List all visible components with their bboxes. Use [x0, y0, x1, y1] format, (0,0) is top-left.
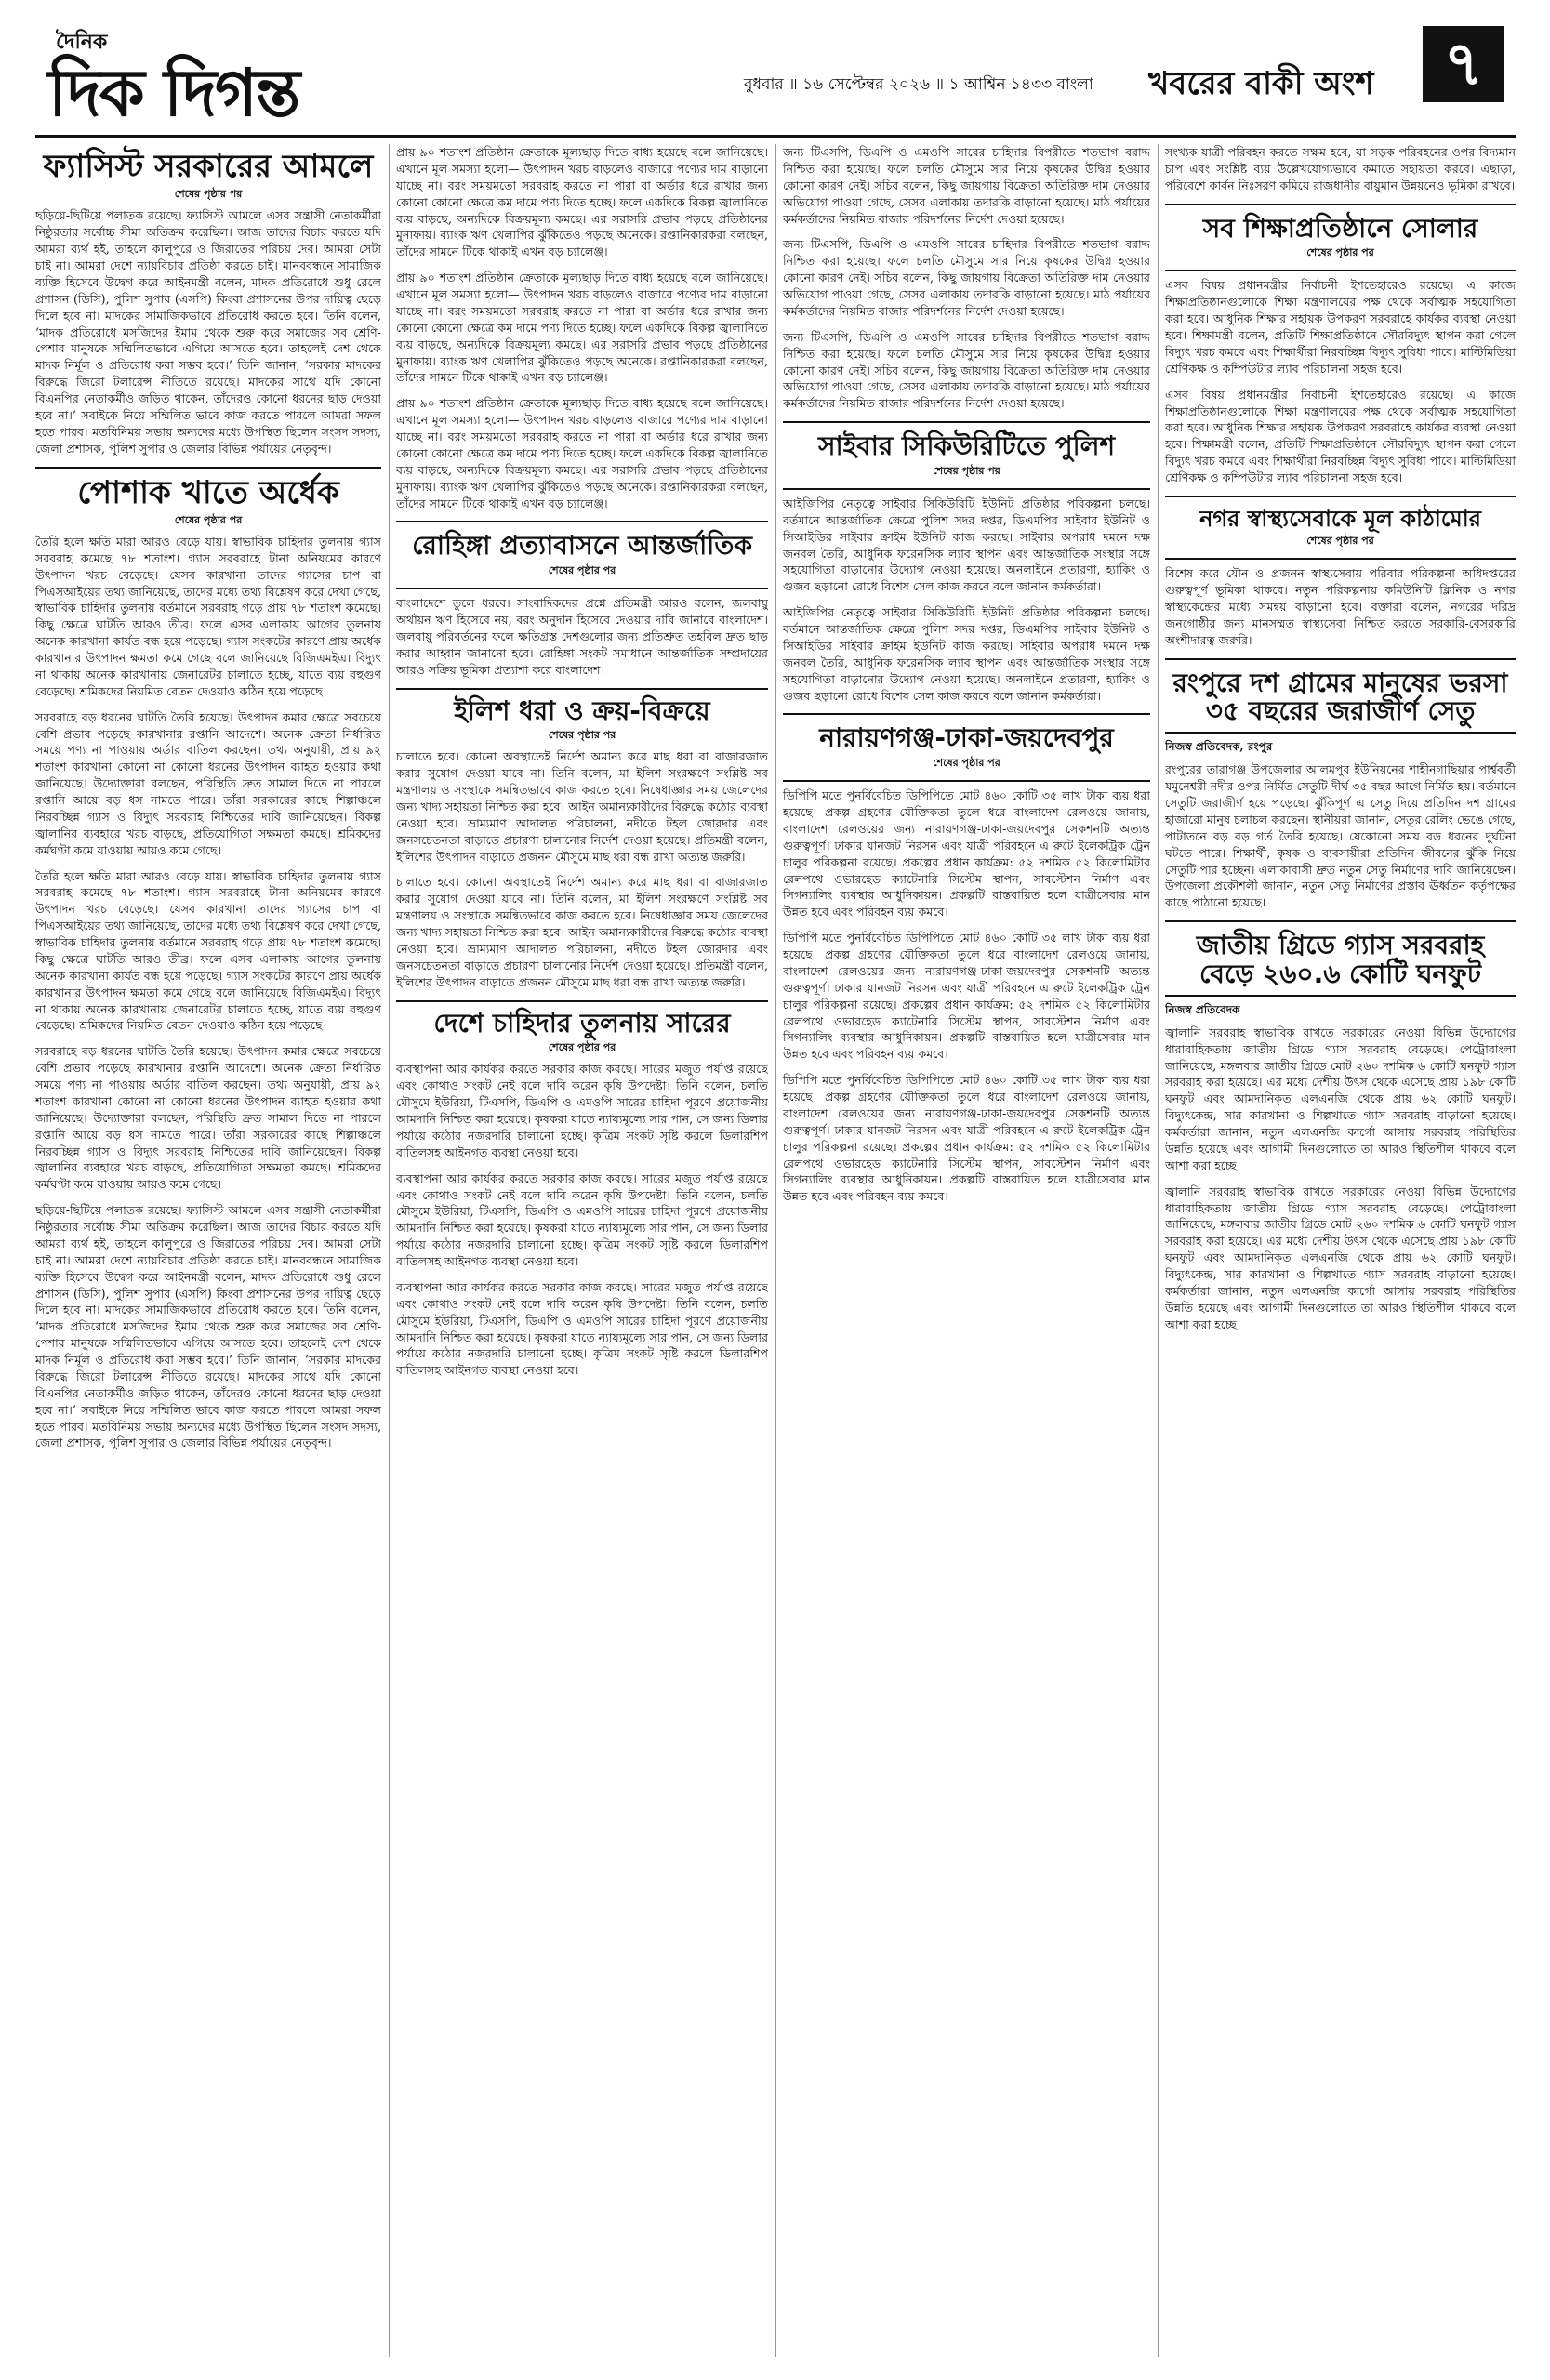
- continuation-note: শেষের পৃষ্ঠার পর: [548, 729, 616, 742]
- article-body: প্রায় ৯০ শতাংশ প্রতিষ্ঠান ক্রেতাকে মূল্যছাড় দিতে বাধ্য হয়েছে বলে জানিয়েছে। এখানে মূল সমস্যা হলো— উৎপাদন খরচ বাড়লেও বাজারে পণ্যের দাম বাড়ানো যাচ্ছে না। বরং সময়মতো সরবরাহ করতে না পারা বা অর্ডার ধরে রাখার জন্য কোনো কোনো ক্ষেত্রে কম দামে পণ্য দিতে হচ্ছে। ফলে একদিকে বিকল্প জ্বালানিতে ব্যয় বাড়ছে, অন্যদিকে বিক্রয়মূল্য কমছে। এর সরাসরি প্রভাব পড়ছে প্রতিষ্ঠানের মুনাফায়। ব্যাংক ঋণ খেলাপির ঝুঁকিতেও পড়ছে অনেকে। রপ্তানিকারকরা বলছেন, তাঁদের সামনে টিকে থাকাই এখন বড় চ্যালেঞ্জ।: [396, 396, 768, 510]
- article-body: আইজিপির নেতৃত্বে সাইবার সিকিউরিটি ইউনিট প্রতিষ্ঠার পরিকল্পনা চলছে। বর্তমানে আন্তর্জাতিক ক্ষেত্রে পুলিশ সদর দপ্তর, ডিএমপির সাইবার ইউনিট ও সিআইডির সাইবার ক্রাইম ইউনিট কাজ করছে। সাইবার অপরাধ দমনে দক্ষ জনবল তৈরি, আধুনিক ফরেনসিক ল্যাব স্থাপন এবং আন্তর্জাতিক সংস্থার সঙ্গে সহযোগিতা বাড়ানোর উদ্যোগ নেওয়া হয়েছে। অনলাইনে প্রতারণা, হ্যাকিং ও গুজব ছড়ানো রোধে বিশেষ সেল কাজ করবে বলে জানান কর্মকর্তারা।: [783, 496, 1150, 594]
- headline[interactable]: রোহিঙ্গা প্রত্যাবাসনে আন্তর্জাতিক: [412, 530, 752, 562]
- headline[interactable]: ইলিশ ধরা ও ক্রয়-বিক্রয়ে: [454, 694, 710, 726]
- column-2: [396, 144, 768, 2357]
- article-body: এসব বিষয় প্রধানমন্ত্রীর নির্বাচনী ইশতেহারেও রয়েছে। এ কাজে শিক্ষাপ্রতিষ্ঠানগুলোকে শিক্ষা মন্ত্রণালয়ের পক্ষ থেকে সর্বাত্মক সহযোগিতা করা হবে। আধুনিক শিক্ষার সহায়ক উপকরণ সরবরাহে কার্যকর ব্যবস্থা নেওয়া হবে। শিক্ষামন্ত্রী বলেন, প্রতিটি শিক্ষাপ্রতিষ্ঠানে সৌরবিদ্যুৎ স্থাপন করা গেলে বিদ্যুৎ খরচ কমবে এবং শিক্ষার্থীরা নিরবচ্ছিন্ন বিদ্যুৎ সুবিধা পাবে। মাল্টিমিডিয়া শ্রেণিকক্ষ ও কম্পিউটার ল্যাব পরিচালনা সহজ হবে।: [1165, 278, 1516, 376]
- article-body: জন্য টিএসপি, ডিএপি ও এমওপি সারের চাহিদার বিপরীতে শতভাগ বরাদ্দ নিশ্চিত করা হয়েছে। ফলে চলতি মৌসুমে সার নিয়ে কৃষকের উদ্বিগ্ন হওয়ার কোনো কারণ নেই। সচিব বলেন, কিছু জায়গায় বিক্রেতা অতিরিক্ত দাম নেওয়ার অভিযোগ পাওয়া গেছে, সেসব এলাকায় তদারকি বাড়ানো হয়েছে। মাঠ পর্যায়ের কর্মকর্তাদের নিয়মিত বাজার পরিদর্শনের নির্দেশ দেওয়া হয়েছে।: [783, 237, 1150, 318]
- logo-name: দিক দিগন্ত: [48, 55, 299, 131]
- column-4: [1165, 144, 1516, 2357]
- continuation-note: শেষের পৃষ্ঠার পর: [933, 757, 1000, 770]
- story-divider: [396, 1000, 768, 1002]
- article-body: সরবরাহে বড় ধরনের ঘাটতি তৈরি হয়েছে। উৎপাদন কমার ক্ষেত্রে সবচেয়ে বেশি প্রভাব পড়েছে কারখানার রপ্তানি আদেশে। অনেক ক্রেতা নির্ধারিত সময়ে পণ্য না পাওয়ায় অর্ডার বাতিল করছেন। তথ্য অনুযায়ী, প্রায় ৯২ শতাংশ কারখানা কোনো না কোনো ধরনের উৎপাদন ব্যাহত হওয়ার কথা জানিয়েছে। উদ্যোক্তারা বলছেন, পরিস্থিতি দ্রুত সামাল দিতে না পারলে রপ্তানি আয়ে বড় ধস নামতে পারে। তাঁরা সরকারের কাছে শিল্পাঞ্চলে নিরবচ্ছিন্ন গ্যাস ও বিদ্যুৎ সরবরাহ নিশ্চিতের দাবি জানিয়েছেন। বিকল্প জ্বালানির ব্যবহারে খরচ বাড়ছে, প্রতিযোগিতা সক্ষমতা কমছে। শ্রমিকদের কর্মঘণ্টা কমে যাওয়ায় আয়ও কমে গেছে।: [35, 1044, 381, 1192]
- continuation-note: শেষের পৃষ্ঠার পর: [174, 513, 243, 526]
- article-body: চালাতে হবে। কোনো অবস্থাতেই নির্দেশ অমান্য করে মাছ ধরা বা বাজারজাত করার সুযোগ দেওয়া যাবে না। তিনি বলেন, মা ইলিশ সংরক্ষণে সংশ্লিষ্ট সব মন্ত্রণালয় ও সংস্থাকে সমন্বিতভাবে কাজ করতে হবে। নিষেধাজ্ঞার সময় জেলেদের জন্য খাদ্য সহায়তা নিশ্চিত করা হবে। আইন অমান্যকারীদের বিরুদ্ধে কঠোর ব্যবস্থা নেওয়া হবে। ভ্রাম্যমাণ আদালত পরিচালনা, নদীতে টহল জোরদার এবং জনসচেতনতা বাড়াতে প্রচারণা চালানোর নির্দেশ দেওয়া হয়েছে। প্রতিমন্ত্রী বলেন, ইলিশের উৎপাদন বাড়াতে প্রজনন মৌসুমে মাছ ধরা বন্ধ রাখা অত্যন্ত জরুরি।: [396, 875, 768, 989]
- article-body: জ্বালানি সরবরাহ স্বাভাবিক রাখতে সরকারের নেওয়া বিভিন্ন উদ্যোগের ধারাবাহিকতায় জাতীয় গ্রিডে গ্যাস সরবরাহ বেড়েছে। পেট্রোবাংলা জানিয়েছে, মঙ্গলবার জাতীয় গ্রিডে মোট ২৬০ দশমিক ৬ কোটি ঘনফুট গ্যাস সরবরাহ করা হয়েছে। এর মধ্যে দেশীয় উৎস থেকে এসেছে প্রায় ১৯৮ কোটি ঘনফুট এবং আমদানিকৃত এলএনজি থেকে প্রায় ৬২ কোটি ঘনফুট। বিদ্যুৎকেন্দ্র, সার কারখানা ও শিল্পখাতে গ্যাস সরবরাহ বাড়ানো হয়েছে। কর্মকর্তারা জানান, নতুন এলএনজি কার্গো আসায় সরবরাহ পরিস্থিতির উন্নতি হয়েছে এবং আগামী দিনগুলোতে তা আরও স্থিতিশীল থাকবে বলে আশা করা হচ্ছে।: [1165, 1025, 1516, 1172]
- column-divider: [389, 144, 390, 2357]
- page-number: ৭: [1423, 26, 1504, 102]
- headline[interactable]: নারায়ণগঞ্জ-ঢাকা-জয়দেবপুর: [819, 722, 1114, 754]
- article-body: প্রায় ৯০ শতাংশ প্রতিষ্ঠান ক্রেতাকে মূল্যছাড় দিতে বাধ্য হয়েছে বলে জানিয়েছে। এখানে মূল সমস্যা হলো— উৎপাদন খরচ বাড়লেও বাজারে পণ্যের দাম বাড়ানো যাচ্ছে না। বরং সময়মতো সরবরাহ করতে না পারা বা অর্ডার ধরে রাখার জন্য কোনো কোনো ক্ষেত্রে কম দামে পণ্য দিতে হচ্ছে। ফলে একদিকে বিকল্প জ্বালানিতে ব্যয় বাড়ছে, অন্যদিকে বিক্রয়মূল্য কমছে। এর সরাসরি প্রভাব পড়ছে প্রতিষ্ঠানের মুনাফায়। ব্যাংক ঋণ খেলাপির ঝুঁকিতেও পড়ছে অনেকে। রপ্তানিকারকরা বলছেন, তাঁদের সামনে টিকে থাকাই এখন বড় চ্যালেঞ্জ।: [396, 145, 768, 259]
- masthead-rule: [35, 135, 1516, 138]
- headline[interactable]: ফ্যাসিস্ট সরকারের আমলে: [43, 148, 374, 185]
- article-body: জন্য টিএসপি, ডিএপি ও এমওপি সারের চাহিদার বিপরীতে শতভাগ বরাদ্দ নিশ্চিত করা হয়েছে। ফলে চলতি মৌসুমে সার নিয়ে কৃষকের উদ্বিগ্ন হওয়ার কোনো কারণ নেই। সচিব বলেন, কিছু জায়গায় বিক্রেতা অতিরিক্ত দাম নেওয়ার অভিযোগ পাওয়া গেছে, সেসব এলাকায় তদারকি বাড়ানো হয়েছে। মাঠ পর্যায়ের কর্মকর্তাদের নিয়মিত বাজার পরিদর্শনের নির্দেশ দেওয়া হয়েছে।: [783, 329, 1150, 411]
- article-body: জন্য টিএসপি, ডিএপি ও এমওপি সারের চাহিদার বিপরীতে শতভাগ বরাদ্দ নিশ্চিত করা হয়েছে। ফলে চলতি মৌসুমে সার নিয়ে কৃষকের উদ্বিগ্ন হওয়ার কোনো কারণ নেই। সচিব বলেন, কিছু জায়গায় বিক্রেতা অতিরিক্ত দাম নেওয়ার অভিযোগ পাওয়া গেছে, সেসব এলাকায় তদারকি বাড়ানো হয়েছে। মাঠ পর্যায়ের কর্মকর্তাদের নিয়মিত বাজার পরিদর্শনের নির্দেশ দেওয়া হয়েছে।: [783, 145, 1150, 226]
- masthead: [0, 0, 1550, 139]
- article-body: ব্যবস্থাপনা আর কার্যকর করতে সরকার কাজ করছে। সারের মজুত পর্যাপ্ত রয়েছে এবং কোথাও সংকট নেই বলে দাবি করেন কৃষি উপদেষ্টা। তিনি বলেন, চলতি মৌসুমে ইউরিয়া, টিএসপি, ডিএপি ও এমওপি সারের চাহিদা পূরণে প্রয়োজনীয় আমদানি নিশ্চিত করা হয়েছে। কৃষকরা যাতে ন্যায্যমূল্যে সার পান, সে জন্য ডিলার পর্যায়ে কঠোর নজরদারি চালানো হচ্ছে। কৃত্রিম সংকট সৃষ্টি করলে ডিলারশিপ বাতিলসহ আইনগত ব্যবস্থা নেওয়া হবে।: [396, 1170, 768, 1269]
- logo-prefix: দৈনিক: [56, 30, 108, 54]
- continuation-note: শেষের পৃষ্ঠার পর: [933, 464, 1000, 477]
- byline: নিজস্ব প্রতিবেদক: [1165, 1002, 1240, 1016]
- headline[interactable]: নগর স্বাস্থ্যসেবাকে মূল কাঠামোর: [1199, 505, 1481, 532]
- article-body: তৈরি হলে ক্ষতি মারা আরও বেড়ে যায়। স্বাভাবিক চাহিদার তুলনায় গ্যাস সরবরাহ কমেছে ৭৮ শতাংশ। গ্যাস সরবরাহে টানা অনিয়মের কারণে উৎপাদন খরচ বেড়েছে। যেসব কারখানা তাদের গ্যাসের চাপ বা পিএসআইয়ের তথ্য জানিয়েছে, তাদের মধ্যে তথ্য বিশ্লেষণ করে দেখা গেছে, স্বাভাবিক চাহিদার তুলনায় বর্তমানে সরবরাহ গড়ে প্রায় ৭৮ শতাংশ কমেছে। কিছু ক্ষেত্রে ঘাটতি আরও তীব্র। ফলে এসব এলাকায় আগের তুলনায় অনেক কারখানা কার্যত বন্ধ হয়ে পড়েছে। গ্যাস সংকটের কারণে প্রায় অর্ধেক কারখানার উৎপাদন ক্ষমতা কমে গেছে বলে জানিয়েছে বিজিএমইএ। বিদ্যুৎ না থাকায় অনেক কারখানায় জেনারেটর চালাতে হচ্ছে, যাতে ব্যয় বহুগুণ বেড়েছে। শ্রমিকদের নিয়মিত বেতন দেওয়াও কঠিন হয়ে পড়েছে।: [35, 534, 381, 698]
- article-body: চালাতে হবে। কোনো অবস্থাতেই নির্দেশ অমান্য করে মাছ ধরা বা বাজারজাত করার সুযোগ দেওয়া যাবে না। তিনি বলেন, মা ইলিশ সংরক্ষণে সংশ্লিষ্ট সব মন্ত্রণালয় ও সংস্থাকে সমন্বিতভাবে কাজ করতে হবে। নিষেধাজ্ঞার সময় জেলেদের জন্য খাদ্য সহায়তা নিশ্চিত করা হবে। আইন অমান্যকারীদের বিরুদ্ধে কঠোর ব্যবস্থা নেওয়া হবে। ভ্রাম্যমাণ আদালত পরিচালনা, নদীতে টহল জোরদার এবং জনসচেতনতা বাড়াতে প্রচারণা চালানোর নির্দেশ দেওয়া হয়েছে। প্রতিমন্ত্রী বলেন, ইলিশের উৎপাদন বাড়াতে প্রজনন মৌসুমে মাছ ধরা বন্ধ রাখা অত্যন্ত জরুরি।: [396, 749, 768, 864]
- story-divider: [396, 688, 768, 690]
- article-body: বাংলাদেশে তুলে ধরবে। সাংবাদিকদের প্রশ্নে প্রতিমন্ত্রী আরও বলেন, জলবায়ু অর্থায়ন ঋণ হিসেবে নয়, বরং অনুদান হিসেবে দেওয়ার দাবি জানাবে বাংলাদেশ। জলবায়ু পরিবর্তনের ফলে ক্ষতিগ্রস্ত দেশগুলোর জন্য প্রতিশ্রুত তহবিল দ্রুত ছাড় করার আহ্বান জানানো হবে। রোহিঙ্গা সংকট সমাধানে আন্তর্জাতিক সম্প্রদায়ের আরও সক্রিয় ভূমিকা প্রত্যাশা করে বাংলাদেশ।: [396, 596, 768, 677]
- article-body: সরবরাহে বড় ধরনের ঘাটতি তৈরি হয়েছে। উৎপাদন কমার ক্ষেত্রে সবচেয়ে বেশি প্রভাব পড়েছে কারখানার রপ্তানি আদেশে। অনেক ক্রেতা নির্ধারিত সময়ে পণ্য না পাওয়ায় অর্ডার বাতিল করছেন। তথ্য অনুযায়ী, প্রায় ৯২ শতাংশ কারখানা কোনো না কোনো ধরনের উৎপাদন ব্যাহত হওয়ার কথা জানিয়েছে। উদ্যোক্তারা বলছেন, পরিস্থিতি দ্রুত সামাল দিতে না পারলে রপ্তানি আয়ে বড় ধস নামতে পারে। তাঁরা সরকারের কাছে শিল্পাঞ্চলে নিরবচ্ছিন্ন গ্যাস ও বিদ্যুৎ সরবরাহ নিশ্চিতের দাবি জানিয়েছেন। বিকল্প জ্বালানির ব্যবহারে খরচ বাড়ছে, প্রতিযোগিতা সক্ষমতা কমছে। শ্রমিকদের কর্মঘণ্টা কমে যাওয়ায় আয়ও কমে গেছে।: [35, 709, 381, 857]
- dateline: বুধবার ॥ ১৬ সেপ্টেম্বর ২০২৬ ॥ ১ আশ্বিন ১৪৩৩ বাংলা: [744, 75, 1093, 94]
- article-body: ছড়িয়ে-ছিটিয়ে পলাতক রয়েছে। ফ্যাসিস্ট আমলে এসব সন্ত্রাসী নেতাকর্মীরা নিষ্ঠুরতার সর্বোচ্চ সীমা অতিক্রম করেছিল। আজ তাদের বিচার করতে যদি আমরা ব্যর্থ হই, তাহলে কালুপুরে ও জিরাতের পরিচয় দেব। আমরা সেটা চাই না। আমরা দেশে ন্যায়বিচার প্রতিষ্ঠা করতে চাই। মানববন্ধনে সামাজিক ব্যক্তি হিসেবে উদ্বেগ করে আইনমন্ত্রী বলেন, মাদক প্রতিরোধে শুধু রেলে প্রশাসন (ডিসি), পুলিশ সুপার (এসপি) কিংবা প্রশাসনের উপর দায়িত্ব ছেড়ে দিলে হবে না। মাদকের সামাজিকভাবে প্রতিরোধ করতে হবে। তিনি বলেন, ‘মাদক প্রতিরোধে মসজিদের ইমাম থেকে শুরু করে সমাজের সব শ্রেণি-পেশার মানুষকে সম্মিলিতভাবে এগিয়ে আসতে হবে। তাহলেই দেশ থেকে মাদক নির্মূল ও প্রতিরোধ করা সম্ভব হবে।’ তিনি জানান, ‘সরকার মাদকের বিরুদ্ধে জিরো টলারেন্স নীতিতে রয়েছে। মাদকের সাথে যদি কোনো বিএনপির নেতাকর্মীও জড়িত থাকেন, তাঁদেরও কোনো ধরনের ছাড় দেওয়া হবে না।’ সবাইকে নিয়ে সম্মিলিত ভাবে কাজ করতে পারলে আমরা সফল হতে পারব। মতবিনিময় সভায় অন্যদের মধ্যে উপস্থিত ছিলেন সংসদ সদস্য, জেলা প্রশাসক, পুলিশ সুপার ও জেলার বিভিন্ন পর্যায়ের নেতৃবৃন্দ।: [35, 208, 381, 456]
- article-body: সংখ্যক যাত্রী পরিবহন করতে সক্ষম হবে, যা সড়ক পরিবহনের ওপর বিদ্যমান চাপ এবং সংশ্লিষ্ট ব্যয় উল্লেখযোগ্যভাবে কমাতে সহায়তা করবে। এছাড়া, পরিবেশে কার্বন নিঃসরণ কমিয়ে রাজধানীর বায়ুমান উন্নয়নেও ভূমিকা রাখবে।: [1165, 145, 1516, 192]
- column-1: [35, 144, 381, 2357]
- continuation-note: শেষের পৃষ্ঠার পর: [1306, 246, 1374, 259]
- article-body: ডিপিপি মতে পুনর্বিবেচিত ডিপিপিতে মোট ৪৬০ কোটি ৩৫ লাখ টাকা ব্যয় ধরা হয়েছে। প্রকল্প গ্রহণের যৌক্তিকতা তুলে ধরে বাংলাদেশ রেলওয়ে জানায়, বাংলাদেশ রেলওয়ের জন্য নারায়ণগঞ্জ-ঢাকা-জয়দেবপুর সেকশনটি অত্যন্ত গুরুত্বপূর্ণ। ঢাকার যানজট নিরসন এবং যাত্রী পরিবহনে এ রুটে ইলেকট্রিক ট্রেন চালুর পরিকল্পনা রয়েছে। প্রকল্পের প্রধান কার্যক্রম: ৫২ দশমিক ৫২ কিলোমিটার রেলপথে ওভারহেড ক্যাটেনারি সিস্টেম স্থাপন, সাবস্টেশন নির্মাণ এবং সিগন্যালিং ব্যবস্থার আধুনিকায়ন। প্রকল্পটি বাস্তবায়িত হলে যাত্রীসেবার মান উন্নত হবে এবং পরিবহন ব্যয় কমবে।: [783, 1073, 1150, 1204]
- article-body: এসব বিষয় প্রধানমন্ত্রীর নির্বাচনী ইশতেহারেও রয়েছে। এ কাজে শিক্ষাপ্রতিষ্ঠানগুলোকে শিক্ষা মন্ত্রণালয়ের পক্ষ থেকে সর্বাত্মক সহযোগিতা করা হবে। আধুনিক শিক্ষার সহায়ক উপকরণ সরবরাহে কার্যকর ব্যবস্থা নেওয়া হবে। শিক্ষামন্ত্রী বলেন, প্রতিটি শিক্ষাপ্রতিষ্ঠানে সৌরবিদ্যুৎ স্থাপন করা গেলে বিদ্যুৎ খরচ কমবে এবং শিক্ষার্থীরা নিরবচ্ছিন্ন বিদ্যুৎ সুবিধা পাবে। মাল্টিমিডিয়া শ্রেণিকক্ষ ও কম্পিউটার ল্যাব পরিচালনা সহজ হবে।: [1165, 387, 1516, 485]
- continuation-note: শেষের পৃষ্ঠার পর: [174, 188, 243, 201]
- article-body: তৈরি হলে ক্ষতি মারা আরও বেড়ে যায়। স্বাভাবিক চাহিদার তুলনায় গ্যাস সরবরাহ কমেছে ৭৮ শতাংশ। গ্যাস সরবরাহে টানা অনিয়মের কারণে উৎপাদন খরচ বেড়েছে। যেসব কারখানা তাদের গ্যাসের চাপ বা পিএসআইয়ের তথ্য জানিয়েছে, তাদের মধ্যে তথ্য বিশ্লেষণ করে দেখা গেছে, স্বাভাবিক চাহিদার তুলনায় বর্তমানে সরবরাহ গড়ে প্রায় ৭৮ শতাংশ কমেছে। কিছু ক্ষেত্রে ঘাটতি আরও তীব্র। ফলে এসব এলাকায় আগের তুলনায় অনেক কারখানা কার্যত বন্ধ হয়ে পড়েছে। গ্যাস সংকটের কারণে প্রায় অর্ধেক কারখানার উৎপাদন ক্ষমতা কমে গেছে বলে জানিয়েছে বিজিএমইএ। বিদ্যুৎ না থাকায় অনেক কারখানায় জেনারেটর চালাতে হচ্ছে, যাতে ব্যয় বহুগুণ বেড়েছে। শ্রমিকদের নিয়মিত বেতন দেওয়াও কঠিন হয়ে পড়েছে।: [35, 868, 381, 1033]
- article-body: আইজিপির নেতৃত্বে সাইবার সিকিউরিটি ইউনিট প্রতিষ্ঠার পরিকল্পনা চলছে। বর্তমানে আন্তর্জাতিক ক্ষেত্রে পুলিশ সদর দপ্তর, ডিএমপির সাইবার ইউনিট ও সিআইডির সাইবার ক্রাইম ইউনিট কাজ করছে। সাইবার অপরাধ দমনে দক্ষ জনবল তৈরি, আধুনিক ফরেনসিক ল্যাব স্থাপন এবং আন্তর্জাতিক সংস্থার সঙ্গে সহযোগিতা বাড়ানোর উদ্যোগ নেওয়া হয়েছে। অনলাইনে প্রতারণা, হ্যাকিং ও গুজব ছড়ানো রোধে বিশেষ সেল কাজ করবে বলে জানান কর্মকর্তারা।: [783, 605, 1150, 703]
- newspaper-logo: [48, 26, 299, 131]
- headline[interactable]: দেশে চাহিদার তুলনায় সারের: [433, 1007, 731, 1038]
- column-divider: [1158, 144, 1159, 2357]
- article-body: ব্যবস্থাপনা আর কার্যকর করতে সরকার কাজ করছে। সারের মজুত পর্যাপ্ত রয়েছে এবং কোথাও সংকট নেই বলে দাবি করেন কৃষি উপদেষ্টা। তিনি বলেন, চলতি মৌসুমে ইউরিয়া, টিএসপি, ডিএপি ও এমওপি সারের চাহিদা পূরণে প্রয়োজনীয় আমদানি নিশ্চিত করা হয়েছে। কৃষকরা যাতে ন্যায্যমূল্যে সার পান, সে জন্য ডিলার পর্যায়ে কঠোর নজরদারি চালানো হচ্ছে। কৃত্রিম সংকট সৃষ্টি করলে ডিলারশিপ বাতিলসহ আইনগত ব্যবস্থা নেওয়া হবে।: [396, 1062, 768, 1159]
- headline[interactable]: সাইবার সিকিউরিটিতে পুলিশ: [817, 430, 1116, 462]
- article-body: রংপুরের তারাগঞ্জ উপজেলার আলমপুর ইউনিয়নের শাহীনগাছিয়ার পার্শ্ববর্তী যমুনেশ্বরী নদীর ওপর নির্মিত সেতুটি দীর্ঘ ৩৫ বছর আগে নির্মিত হয়। বর্তমানে সেতুটি জরাজীর্ণ হয়ে পড়েছে। ঝুঁকিপূর্ণ এ সেতু দিয়ে প্রতিদিন দশ গ্রামের হাজারো মানুষ চলাচল করছেন। স্থানীয়রা জানান, সেতুর রেলিং ভেঙে গেছে, পাটাতনে বড় বড় গর্ত তৈরি হয়েছে। যেকোনো সময় বড় ধরনের দুর্ঘটনা ঘটতে পারে। শিক্ষার্থী, কৃষক ও ব্যবসায়ীরা প্রতিদিন জীবনের ঝুঁকি নিয়ে সেতুটি পার হচ্ছেন। এলাকাবাসী দ্রুত নতুন সেতু নির্মাণের দাবি জানিয়েছেন। উপজেলা প্রকৌশলী জানান, নতুন সেতু নির্মাণের প্রস্তাব ঊর্ধ্বতন কর্তৃপক্ষের কাছে পাঠানো হয়েছে।: [1165, 762, 1516, 910]
- continuation-note: শেষের পৃষ্ঠার পর: [1306, 535, 1374, 548]
- continuation-note: শেষের পৃষ্ঠার পর: [548, 1041, 616, 1054]
- headline[interactable]: জাতীয় গ্রিডে গ্যাস সরবরাহ বেড়ে ২৬০.৬ কোটি ঘনফুট: [1196, 930, 1485, 989]
- article-body: ব্যবস্থাপনা আর কার্যকর করতে সরকার কাজ করছে। সারের মজুত পর্যাপ্ত রয়েছে এবং কোথাও সংকট নেই বলে দাবি করেন কৃষি উপদেষ্টা। তিনি বলেন, চলতি মৌসুমে ইউরিয়া, টিএসপি, ডিএপি ও এমওপি সারের চাহিদা পূরণে প্রয়োজনীয় আমদানি নিশ্চিত করা হয়েছে। কৃষকরা যাতে ন্যায্যমূল্যে সার পান, সে জন্য ডিলার পর্যায়ে কঠোর নজরদারি চালানো হচ্ছে। কৃত্রিম সংকট সৃষ্টি করলে ডিলারশিপ বাতিলসহ আইনগত ব্যবস্থা নেওয়া হবে।: [396, 1279, 768, 1378]
- article-body: ডিপিপি মতে পুনর্বিবেচিত ডিপিপিতে মোট ৪৬০ কোটি ৩৫ লাখ টাকা ব্যয় ধরা হয়েছে। প্রকল্প গ্রহণের যৌক্তিকতা তুলে ধরে বাংলাদেশ রেলওয়ে জানায়, বাংলাদেশ রেলওয়ের জন্য নারায়ণগঞ্জ-ঢাকা-জয়দেবপুর সেকশনটি অত্যন্ত গুরুত্বপূর্ণ। ঢাকার যানজট নিরসন এবং যাত্রী পরিবহনে এ রুটে ইলেকট্রিক ট্রেন চালুর পরিকল্পনা রয়েছে। প্রকল্পের প্রধান কার্যক্রম: ৫২ দশমিক ৫২ কিলোমিটার রেলপথে ওভারহেড ক্যাটেনারি সিস্টেম স্থাপন, সাবস্টেশন নির্মাণ এবং সিগন্যালিং ব্যবস্থার আধুনিকায়ন। প্রকল্পটি বাস্তবায়িত হলে যাত্রীসেবার মান উন্নত হবে এবং পরিবহন ব্যয় কমবে।: [783, 931, 1150, 1062]
- article-body: বিশেষ করে যৌন ও প্রজনন স্বাস্থ্যসেবায় পরিবার পরিকল্পনা অধিদপ্তরের গুরুত্বপূর্ণ ভূমিকা থাকবে। নতুন পরিকল্পনায় কমিউনিটি ক্লিনিক ও নগর স্বাস্থ্যকেন্দ্রের মধ্যে সমন্বয় বাড়ানো হবে। বক্তারা বলেন, নগরের দরিদ্র জনগোষ্ঠীর জন্য মানসম্মত স্বাস্থ্যসেবা নিশ্চিত করতে সরকারি-বেসরকারি অংশীদারত্ব জরুরি।: [1165, 566, 1516, 647]
- byline: নিজস্ব প্রতিবেদক, রংপুর: [1165, 740, 1273, 754]
- column-3: [783, 144, 1150, 2357]
- article-body: জ্বালানি সরবরাহ স্বাভাবিক রাখতে সরকারের নেওয়া বিভিন্ন উদ্যোগের ধারাবাহিকতায় জাতীয় গ্রিডে গ্যাস সরবরাহ বেড়েছে। পেট্রোবাংলা জানিয়েছে, মঙ্গলবার জাতীয় গ্রিডে মোট ২৬০ দশমিক ৬ কোটি ঘনফুট গ্যাস সরবরাহ করা হয়েছে। এর মধ্যে দেশীয় উৎস থেকে এসেছে প্রায় ১৯৮ কোটি ঘনফুট এবং আমদানিকৃত এলএনজি থেকে প্রায় ৬২ কোটি ঘনফুট। বিদ্যুৎকেন্দ্র, সার কারখানা ও শিল্পখাতে গ্যাস সরবরাহ বাড়ানো হয়েছে। কর্মকর্তারা জানান, নতুন এলএনজি কার্গো আসায় সরবরাহ পরিস্থিতির উন্নতি হয়েছে এবং আগামী দিনগুলোতে তা আরও স্থিতিশীল থাকবে বলে আশা করা হচ্ছে।: [1165, 1183, 1516, 1331]
- headline[interactable]: রংপুরে দশ গ্রামের মানুষের ভরসা ৩৫ বছরের জরাজীর্ণ সেতু: [1172, 667, 1508, 727]
- article-body: ছড়িয়ে-ছিটিয়ে পলাতক রয়েছে। ফ্যাসিস্ট আমলে এসব সন্ত্রাসী নেতাকর্মীরা নিষ্ঠুরতার সর্বোচ্চ সীমা অতিক্রম করেছিল। আজ তাদের বিচার করতে যদি আমরা ব্যর্থ হই, তাহলে কালুপুরে ও জিরাতের পরিচয় দেব। আমরা সেটা চাই না। আমরা দেশে ন্যায়বিচার প্রতিষ্ঠা করতে চাই। মানববন্ধনে সামাজিক ব্যক্তি হিসেবে উদ্বেগ করে আইনমন্ত্রী বলেন, মাদক প্রতিরোধে শুধু রেলে প্রশাসন (ডিসি), পুলিশ সুপার (এসপি) কিংবা প্রশাসনের উপর দায়িত্ব ছেড়ে দিলে হবে না। মাদকের সামাজিকভাবে প্রতিরোধ করতে হবে। তিনি বলেন, ‘মাদক প্রতিরোধে মসজিদের ইমাম থেকে শুরু করে সমাজের সব শ্রেণি-পেশার মানুষকে সম্মিলিতভাবে এগিয়ে আসতে হবে। তাহলেই দেশ থেকে মাদক নির্মূল ও প্রতিরোধ করা সম্ভব হবে।’ তিনি জানান, ‘সরকার মাদকের বিরুদ্ধে জিরো টলারেন্স নীতিতে রয়েছে। মাদকের সাথে যদি কোনো বিএনপির নেতাকর্মীও জড়িত থাকেন, তাঁদেরও কোনো ধরনের ছাড় দেওয়া হবে না।’ সবাইকে নিয়ে সম্মিলিত ভাবে কাজ করতে পারলে আমরা সফল হতে পারব। মতবিনিময় সভায় অন্যদের মধ্যে উপস্থিত ছিলেন সংসদ সদস্য, জেলা প্রশাসক, পুলিশ সুপার ও জেলার বিভিন্ন পর্যায়ের নেতৃবৃন্দ।: [35, 1203, 381, 1450]
- section-title: খবরের বাকী অংশ: [1148, 65, 1374, 102]
- article-body: প্রায় ৯০ শতাংশ প্রতিষ্ঠান ক্রেতাকে মূল্যছাড় দিতে বাধ্য হয়েছে বলে জানিয়েছে। এখানে মূল সমস্যা হলো— উৎপাদন খরচ বাড়লেও বাজারে পণ্যের দাম বাড়ানো যাচ্ছে না। বরং সময়মতো সরবরাহ করতে না পারা বা অর্ডার ধরে রাখার জন্য কোনো কোনো ক্ষেত্রে কম দামে পণ্য দিতে হচ্ছে। ফলে একদিকে বিকল্প জ্বালানিতে ব্যয় বাড়ছে, অন্যদিকে বিক্রয়মূল্য কমছে। এর সরাসরি প্রভাব পড়ছে প্রতিষ্ঠানের মুনাফায়। ব্যাংক ঋণ খেলাপির ঝুঁকিতেও পড়ছে অনেকে। রপ্তানিকারকরা বলছেন, তাঁদের সামনে টিকে থাকাই এখন বড় চ্যালেঞ্জ।: [396, 271, 768, 385]
- column-divider: [775, 144, 776, 2357]
- headline[interactable]: সব শিক্ষাপ্রতিষ্ঠানে সোলার: [1202, 212, 1478, 244]
- headline[interactable]: পোশাক খাতে অর্ধেক: [77, 473, 339, 511]
- continuation-note: শেষের পৃষ্ঠার পর: [548, 564, 616, 577]
- story-divider: [35, 467, 381, 469]
- article-body: ডিপিপি মতে পুনর্বিবেচিত ডিপিপিতে মোট ৪৬০ কোটি ৩৫ লাখ টাকা ব্যয় ধরা হয়েছে। প্রকল্প গ্রহণের যৌক্তিকতা তুলে ধরে বাংলাদেশ রেলওয়ে জানায়, বাংলাদেশ রেলওয়ের জন্য নারায়ণগঞ্জ-ঢাকা-জয়দেবপুর সেকশনটি অত্যন্ত গুরুত্বপূর্ণ। ঢাকার যানজট নিরসন এবং যাত্রী পরিবহনে এ রুটে ইলেকট্রিক ট্রেন চালুর পরিকল্পনা রয়েছে। প্রকল্পের প্রধান কার্যক্রম: ৫২ দশমিক ৫২ কিলোমিটার রেলপথে ওভারহেড ক্যাটেনারি সিস্টেম স্থাপন, সাবস্টেশন নির্মাণ এবং সিগন্যালিং ব্যবস্থার আধুনিকায়ন। প্রকল্পটি বাস্তবায়িত হলে যাত্রীসেবার মান উন্নত হবে এবং পরিবহন ব্যয় কমবে।: [783, 788, 1150, 919]
